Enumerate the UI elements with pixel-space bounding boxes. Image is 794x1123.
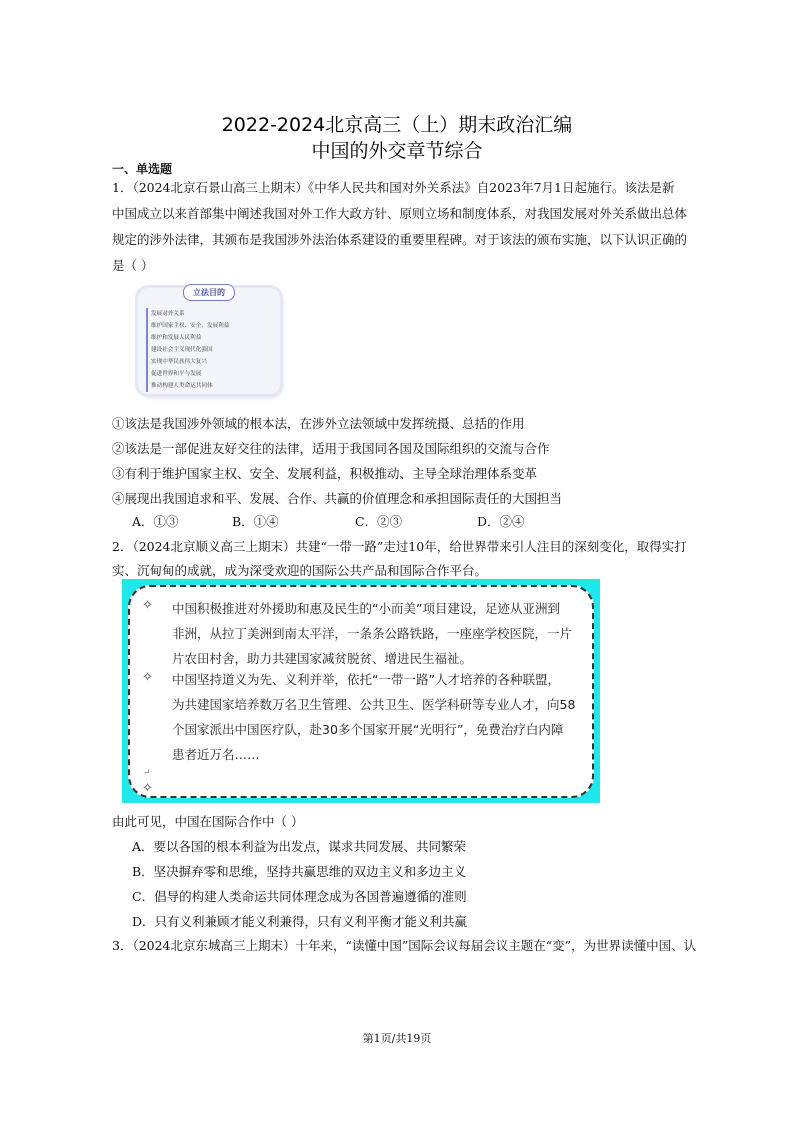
q2-line-2: 实、沉甸甸的成就，成为深受欢迎的国际公共产品和国际合作平台。 (112, 563, 488, 578)
material-p1-line-3: 片农田村舍，助力共建国家减贫脱贫、增进民生福祉。 (172, 651, 473, 666)
material-p2-line-1: 中国坚持道义为先、义利并举，依托“一带一路”人才培养的各种联盟， (172, 672, 560, 687)
card-item: 实现中华民族伟大复兴 (146, 356, 229, 368)
section-label: 一、单选题 (112, 162, 173, 176)
material-p1-line-1: 中国积极推进对外援助和惠及民生的“小而美”项目建设，足迹从亚洲到 (172, 601, 560, 616)
q3-line-1: 3．（2024北京东城高三上期末）十年来，“读懂中国”国际会议每届会议主题在“变”，为世界读懂中国、认 (112, 938, 697, 953)
q1-line-4: 是（ ） (112, 258, 154, 273)
legislative-purpose-card (138, 288, 280, 394)
q1-statement-1: ①该法是我国涉外领域的根本法，在涉外立法领域中发挥统摄、总括的作用 (112, 416, 525, 431)
card-item: 促进世界和平与发展 (146, 368, 229, 380)
material-p2-line-3: 个国家派出中国医疗队，赴30多个国家开展“光明行”，免费治疗白内障 (172, 722, 564, 737)
q1-line-1: 1．（2024北京石景山高三上期末）《中华人民共和国对外关系法》自2023年7月1日起施行。该法是新 (112, 180, 675, 195)
q1-option-b[interactable]: B．①④ (232, 514, 279, 529)
q1-option-c[interactable]: C．②③ (355, 514, 403, 529)
q2-line-1: 2．（2024北京顺义高三上期末）共建“一带一路”走过10年，给世界带来引人注目的深刻变化，取得实打 (112, 539, 687, 554)
card-item: 维护国家主权、安全、发展利益 (146, 320, 229, 332)
q1-statement-3: ③有利于维护国家主权、安全、发展利益，积极推动、主导全球治理体系变革 (112, 466, 538, 481)
q1-line-2: 中国成立以来首部集中阐述我国对外工作大政方针、原则立场和制度体系，对我国发展对外关系做出总体 (112, 206, 688, 221)
card-item: 建设社会主义现代化强国 (146, 344, 229, 356)
material-p2-line-4: 患者近万名…… (172, 747, 260, 762)
q2-option-b[interactable]: B．坚决摒弃零和思维，坚持共赢思维的双边主义和多边主义 (132, 864, 467, 879)
card-heading: 立法目的 (183, 284, 235, 301)
doc-subtitle: 中国的外交章节综合 (311, 140, 483, 162)
card-item: 维护和发展人民利益 (146, 332, 229, 344)
page-number: 第1页/共19页 (362, 1032, 432, 1045)
material-p1-line-2: 非洲，从拉丁美洲到南太平洋，一条条公路铁路，一座座学校医院，一片 (172, 626, 573, 641)
doc-title: 2022-2024北京高三（上）期末政治汇编 (221, 114, 573, 136)
card-item: 推动构建人类命运共同体 (146, 380, 229, 392)
q1-line-3: 规定的涉外法律，其颁布是我国涉外法治体系建设的重要里程碑。对于该法的颁布实施，以下认识正确的 (112, 232, 688, 247)
card-list (146, 308, 229, 392)
q1-option-d[interactable]: D．②④ (477, 514, 525, 529)
return-mark-icon: ↵ (143, 768, 151, 778)
q2-option-c[interactable]: C．倡导的构建人类命运共同体理念成为各国普遍遵循的准则 (132, 889, 467, 904)
material-p2-line-2: 为共建国家培养数万名卫生管理、公共卫生、医学科研等专业人才，向58 (172, 697, 576, 712)
diamond-bullet-icon: ✧ (142, 670, 153, 685)
q1-statement-2: ②该法是一部促进友好交往的法律，适用于我国同各国及国际组织的交流与合作 (112, 441, 550, 456)
q1-statement-4: ④展现出我国追求和平、发展、合作、共赢的价值理念和承担国际责任的大国担当 (112, 491, 563, 506)
q2-lead: 由此可见，中国在国际合作中（ ） (112, 814, 304, 829)
q1-option-a[interactable]: A．①③ (132, 514, 179, 529)
q2-option-a[interactable]: A．要以各国的根本利益为出发点，谋求共同发展、共同繁荣 (132, 839, 467, 854)
diamond-bullet-icon: ✧ (142, 598, 153, 613)
diamond-bullet-icon: ✧ (142, 781, 153, 796)
q2-option-d[interactable]: D．只有义利兼顾才能义利兼得，只有义利平衡才能义利共赢 (132, 914, 468, 929)
card-item: 发展对外关系 (146, 308, 229, 320)
